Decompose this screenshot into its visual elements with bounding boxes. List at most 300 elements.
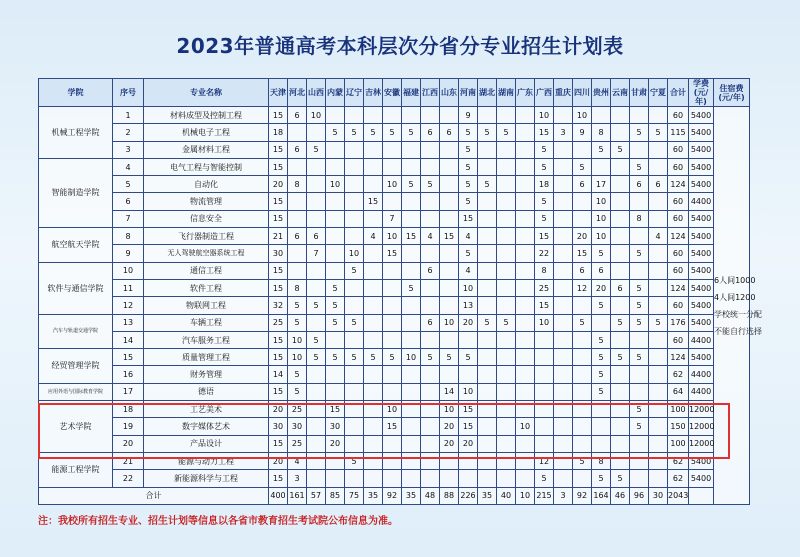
- quota-cell: [630, 452, 649, 469]
- quota-cell: [364, 107, 383, 124]
- quota-cell: [649, 210, 668, 227]
- quota-cell: [307, 279, 326, 296]
- quota-cell: 15: [573, 245, 592, 262]
- quota-cell: [554, 383, 573, 400]
- header-dorm: 住宿费(元/年): [714, 79, 750, 107]
- header-province: 湖南: [497, 79, 516, 107]
- quota-cell: 5: [630, 124, 649, 141]
- quota-cell: [402, 107, 421, 124]
- major-name: 新能源科学与工程: [144, 470, 269, 487]
- header-province: 辽宁: [345, 79, 364, 107]
- seq-cell: 19: [113, 418, 144, 435]
- quota-cell: 30: [269, 245, 288, 262]
- table-row: [39, 435, 750, 452]
- dorm-note: 6人间1000: [714, 275, 756, 285]
- seq-cell: 7: [113, 210, 144, 227]
- quota-cell: [573, 470, 592, 487]
- quota-cell: [649, 245, 668, 262]
- quota-cell: [516, 193, 535, 210]
- quota-cell: [649, 279, 668, 296]
- quota-cell: [383, 366, 402, 383]
- tuition-cell: 5400: [689, 210, 714, 227]
- quota-cell: 9: [573, 124, 592, 141]
- quota-cell: [364, 176, 383, 193]
- quota-cell: 7: [307, 245, 326, 262]
- quota-cell: 4: [459, 228, 478, 245]
- header-province: 天津: [269, 79, 288, 107]
- quota-cell: 15: [440, 228, 459, 245]
- quota-cell: 5: [459, 141, 478, 158]
- quota-cell: [611, 176, 630, 193]
- quota-cell: [649, 158, 668, 175]
- quota-cell: 10: [402, 349, 421, 366]
- tuition-cell: 12000: [689, 435, 714, 452]
- province-total: 215: [535, 487, 554, 504]
- table-row: [39, 176, 750, 193]
- quota-cell: [459, 331, 478, 348]
- quota-cell: [383, 262, 402, 279]
- quota-cell: [592, 314, 611, 331]
- quota-cell: [478, 331, 497, 348]
- quota-cell: [497, 418, 516, 435]
- quota-cell: [649, 193, 668, 210]
- quota-cell: 6: [307, 228, 326, 245]
- quota-cell: [535, 349, 554, 366]
- row-total: 60: [668, 331, 689, 348]
- seq-cell: 17: [113, 383, 144, 400]
- row-total: 150: [668, 418, 689, 435]
- quota-cell: [649, 401, 668, 418]
- quota-cell: 5: [478, 124, 497, 141]
- quota-cell: [516, 245, 535, 262]
- quota-cell: 13: [459, 297, 478, 314]
- quota-cell: [611, 210, 630, 227]
- province-total: 92: [573, 487, 592, 504]
- quota-cell: 15: [535, 124, 554, 141]
- quota-cell: [611, 401, 630, 418]
- quota-cell: [554, 228, 573, 245]
- quota-cell: 15: [269, 107, 288, 124]
- quota-cell: [611, 435, 630, 452]
- quota-cell: 15: [269, 470, 288, 487]
- header-seq: 序号: [113, 79, 144, 107]
- quota-cell: 5: [288, 314, 307, 331]
- quota-cell: [402, 262, 421, 279]
- row-total: 100: [668, 401, 689, 418]
- quota-cell: [516, 297, 535, 314]
- tuition-cell: 5400: [689, 158, 714, 175]
- quota-cell: [307, 158, 326, 175]
- quota-cell: [573, 383, 592, 400]
- quota-cell: [554, 452, 573, 469]
- seq-cell: 10: [113, 262, 144, 279]
- quota-cell: 15: [269, 210, 288, 227]
- quota-cell: 5: [573, 314, 592, 331]
- quota-cell: 6: [288, 228, 307, 245]
- table-row: [39, 383, 750, 400]
- quota-cell: [345, 141, 364, 158]
- quota-cell: [554, 401, 573, 418]
- quota-cell: 10: [459, 279, 478, 296]
- quota-cell: [516, 141, 535, 158]
- quota-cell: 5: [630, 158, 649, 175]
- quota-cell: 5: [535, 193, 554, 210]
- quota-cell: 4: [421, 228, 440, 245]
- quota-cell: [440, 107, 459, 124]
- major-name: 电气工程与智能控制: [144, 158, 269, 175]
- major-name: 物流管理: [144, 193, 269, 210]
- quota-cell: [345, 158, 364, 175]
- province-total: 48: [421, 487, 440, 504]
- province-total: 96: [630, 487, 649, 504]
- quota-cell: 6: [421, 124, 440, 141]
- quota-cell: [649, 383, 668, 400]
- header-province: 重庆: [554, 79, 573, 107]
- quota-cell: 12: [573, 279, 592, 296]
- quota-cell: 5: [288, 383, 307, 400]
- quota-cell: 6: [288, 107, 307, 124]
- dorm-fee-notes: [714, 107, 762, 505]
- quota-cell: [554, 349, 573, 366]
- header-province: 福建: [402, 79, 421, 107]
- tuition-cell: 5400: [689, 141, 714, 158]
- quota-cell: 5: [326, 349, 345, 366]
- quota-cell: [326, 452, 345, 469]
- tuition-cell: 5400: [689, 262, 714, 279]
- college-name: 艺术学院: [39, 401, 113, 453]
- quota-cell: 5: [345, 452, 364, 469]
- quota-cell: 5: [611, 470, 630, 487]
- footnote: 注：我校所有招生专业、招生计划等信息以各省市教育招生考试院公布信息为准。: [38, 516, 398, 527]
- quota-cell: 5: [535, 470, 554, 487]
- seq-cell: 14: [113, 331, 144, 348]
- quota-cell: [345, 418, 364, 435]
- quota-cell: [478, 366, 497, 383]
- seq-cell: 5: [113, 176, 144, 193]
- quota-cell: [440, 245, 459, 262]
- college-name: 经贸管理学院: [39, 349, 113, 384]
- major-name: 软件工程: [144, 279, 269, 296]
- quota-cell: [307, 314, 326, 331]
- quota-cell: 10: [516, 418, 535, 435]
- quota-cell: [402, 158, 421, 175]
- quota-cell: 5: [383, 349, 402, 366]
- quota-cell: 5: [497, 124, 516, 141]
- quota-cell: [345, 107, 364, 124]
- quota-cell: 5: [326, 124, 345, 141]
- quota-cell: 15: [326, 401, 345, 418]
- tuition-cell: 5400: [689, 470, 714, 487]
- quota-cell: 17: [592, 176, 611, 193]
- quota-cell: [611, 107, 630, 124]
- quota-cell: [630, 435, 649, 452]
- quota-cell: [383, 470, 402, 487]
- quota-cell: [383, 141, 402, 158]
- quota-cell: [554, 193, 573, 210]
- quota-cell: 5: [307, 331, 326, 348]
- quota-cell: [478, 349, 497, 366]
- quota-cell: 25: [288, 435, 307, 452]
- quota-cell: [345, 210, 364, 227]
- quota-cell: [497, 383, 516, 400]
- major-name: 产品设计: [144, 435, 269, 452]
- row-total: 62: [668, 470, 689, 487]
- major-name: 能源与动力工程: [144, 452, 269, 469]
- quota-cell: 5: [649, 124, 668, 141]
- quota-cell: 5: [345, 124, 364, 141]
- quota-cell: [345, 228, 364, 245]
- quota-cell: [364, 158, 383, 175]
- quota-cell: [364, 262, 383, 279]
- quota-cell: [364, 245, 383, 262]
- quota-cell: 10: [535, 107, 554, 124]
- province-total: 3: [554, 487, 573, 504]
- quota-cell: 14: [440, 383, 459, 400]
- quota-cell: [421, 107, 440, 124]
- quota-cell: [649, 331, 668, 348]
- quota-cell: 5: [630, 314, 649, 331]
- table-row: [39, 210, 750, 227]
- seq-cell: 12: [113, 297, 144, 314]
- quota-cell: 5: [421, 176, 440, 193]
- quota-cell: [326, 331, 345, 348]
- quota-cell: [535, 383, 554, 400]
- quota-cell: [630, 228, 649, 245]
- quota-cell: 10: [459, 383, 478, 400]
- row-total: 60: [668, 107, 689, 124]
- major-name: 机械电子工程: [144, 124, 269, 141]
- quota-cell: 15: [383, 245, 402, 262]
- quota-cell: 4: [649, 228, 668, 245]
- province-total: 400: [269, 487, 288, 504]
- seq-cell: 6: [113, 193, 144, 210]
- quota-cell: [478, 262, 497, 279]
- quota-cell: [592, 158, 611, 175]
- quota-cell: 4: [364, 228, 383, 245]
- quota-cell: 5: [592, 349, 611, 366]
- header-province: 吉林: [364, 79, 383, 107]
- quota-cell: [497, 366, 516, 383]
- quota-cell: 30: [269, 418, 288, 435]
- quota-cell: 5: [288, 297, 307, 314]
- header-college: 学院: [39, 79, 113, 107]
- quota-cell: [497, 401, 516, 418]
- quota-cell: 30: [288, 418, 307, 435]
- table-row: [39, 193, 750, 210]
- quota-cell: 5: [307, 349, 326, 366]
- quota-cell: 6: [421, 314, 440, 331]
- table-row: [39, 349, 750, 366]
- province-total: 10: [516, 487, 535, 504]
- tuition-cell: 12000: [689, 401, 714, 418]
- seq-cell: 8: [113, 228, 144, 245]
- quota-cell: 15: [402, 228, 421, 245]
- quota-cell: [421, 366, 440, 383]
- quota-cell: [478, 418, 497, 435]
- quota-cell: 5: [459, 193, 478, 210]
- quota-cell: [611, 228, 630, 245]
- quota-cell: 5: [592, 331, 611, 348]
- quota-cell: 4: [459, 262, 478, 279]
- province-total: 46: [611, 487, 630, 504]
- header-province: 云南: [611, 79, 630, 107]
- quota-cell: [611, 193, 630, 210]
- quota-cell: [592, 435, 611, 452]
- college-name: 智能制造学院: [39, 158, 113, 227]
- tuition-cell: 5400: [689, 349, 714, 366]
- header-province: 内蒙: [326, 79, 345, 107]
- seq-cell: 11: [113, 279, 144, 296]
- table-row: [39, 401, 750, 418]
- quota-cell: 5: [630, 297, 649, 314]
- header-province: 湖北: [478, 79, 497, 107]
- quota-cell: 5: [364, 349, 383, 366]
- quota-cell: [516, 401, 535, 418]
- quota-cell: [345, 383, 364, 400]
- quota-cell: [345, 331, 364, 348]
- quota-cell: [478, 210, 497, 227]
- quota-cell: 5: [611, 141, 630, 158]
- seq-cell: 15: [113, 349, 144, 366]
- college-name: 航空航天学院: [39, 228, 113, 263]
- province-total: 88: [440, 487, 459, 504]
- quota-cell: [554, 435, 573, 452]
- quota-cell: [478, 193, 497, 210]
- tuition-cell: 5400: [689, 297, 714, 314]
- quota-cell: [307, 366, 326, 383]
- header-row: [39, 79, 750, 107]
- seq-cell: 9: [113, 245, 144, 262]
- quota-cell: [573, 141, 592, 158]
- quota-cell: [573, 401, 592, 418]
- row-total: 124: [668, 349, 689, 366]
- quota-cell: [516, 366, 535, 383]
- quota-cell: [402, 418, 421, 435]
- quota-cell: 5: [573, 158, 592, 175]
- quota-cell: [307, 435, 326, 452]
- quota-cell: [307, 193, 326, 210]
- quota-cell: 6: [421, 262, 440, 279]
- province-total: 226: [459, 487, 478, 504]
- header-province: 河北: [288, 79, 307, 107]
- quota-cell: [364, 331, 383, 348]
- quota-cell: [554, 297, 573, 314]
- quota-cell: [402, 366, 421, 383]
- quota-cell: 10: [592, 228, 611, 245]
- seq-cell: 16: [113, 366, 144, 383]
- quota-cell: [592, 418, 611, 435]
- quota-cell: 10: [326, 176, 345, 193]
- tuition-cell: 4400: [689, 366, 714, 383]
- quota-cell: [611, 158, 630, 175]
- tuition-cell: 5400: [689, 107, 714, 124]
- quota-cell: 5: [535, 141, 554, 158]
- quota-cell: 15: [364, 193, 383, 210]
- quota-cell: [345, 366, 364, 383]
- quota-cell: 15: [535, 228, 554, 245]
- quota-cell: [554, 262, 573, 279]
- quota-cell: 22: [535, 245, 554, 262]
- province-total: 35: [364, 487, 383, 504]
- quota-cell: 6: [440, 124, 459, 141]
- quota-cell: 8: [630, 210, 649, 227]
- row-total: 115: [668, 124, 689, 141]
- quota-cell: 18: [535, 176, 554, 193]
- major-name: 自动化: [144, 176, 269, 193]
- quota-cell: 5: [630, 349, 649, 366]
- quota-cell: [326, 228, 345, 245]
- quota-cell: 8: [592, 124, 611, 141]
- quota-cell: 5: [535, 158, 554, 175]
- header-province: 四川: [573, 79, 592, 107]
- tuition-cell: 5400: [689, 228, 714, 245]
- major-name: 工艺美术: [144, 401, 269, 418]
- quota-cell: [516, 158, 535, 175]
- quota-cell: [383, 158, 402, 175]
- quota-cell: 5: [326, 297, 345, 314]
- quota-cell: [307, 383, 326, 400]
- major-name: 信息安全: [144, 210, 269, 227]
- quota-cell: [611, 331, 630, 348]
- quota-cell: [345, 176, 364, 193]
- quota-cell: 5: [497, 314, 516, 331]
- quota-cell: [478, 141, 497, 158]
- row-total: 60: [668, 245, 689, 262]
- quota-cell: 5: [326, 314, 345, 331]
- quota-cell: [516, 279, 535, 296]
- quota-cell: 15: [459, 210, 478, 227]
- quota-cell: 15: [459, 418, 478, 435]
- seq-cell: 20: [113, 435, 144, 452]
- quota-cell: 15: [269, 141, 288, 158]
- quota-cell: [307, 470, 326, 487]
- quota-cell: [554, 366, 573, 383]
- quota-cell: [421, 331, 440, 348]
- row-total: 62: [668, 452, 689, 469]
- college-name: 应用外语与国际教育学院: [39, 383, 113, 400]
- table-row: [39, 314, 750, 331]
- quota-cell: [364, 383, 383, 400]
- page-title: 2023年普通高考本科层次分省分专业招生计划表: [176, 34, 624, 58]
- quota-cell: [649, 418, 668, 435]
- major-name: 无人驾驶航空器系统工程: [144, 245, 269, 262]
- quota-cell: [630, 383, 649, 400]
- quota-cell: 15: [269, 262, 288, 279]
- major-name: 金属材料工程: [144, 141, 269, 158]
- quota-cell: [421, 158, 440, 175]
- quota-cell: 5: [402, 124, 421, 141]
- tuition-cell: 5400: [689, 245, 714, 262]
- quota-cell: [421, 383, 440, 400]
- seq-cell: 18: [113, 401, 144, 418]
- quota-cell: [326, 107, 345, 124]
- quota-cell: [402, 401, 421, 418]
- quota-cell: 20: [440, 435, 459, 452]
- quota-cell: [440, 210, 459, 227]
- college-name: 软件与通信学院: [39, 262, 113, 314]
- quota-cell: [516, 228, 535, 245]
- quota-cell: [421, 470, 440, 487]
- quota-cell: [497, 452, 516, 469]
- quota-cell: 5: [459, 176, 478, 193]
- quota-cell: 5: [326, 279, 345, 296]
- quota-cell: [478, 297, 497, 314]
- quota-cell: [364, 452, 383, 469]
- quota-cell: [364, 366, 383, 383]
- quota-cell: [421, 279, 440, 296]
- quota-cell: [630, 366, 649, 383]
- quota-cell: [326, 470, 345, 487]
